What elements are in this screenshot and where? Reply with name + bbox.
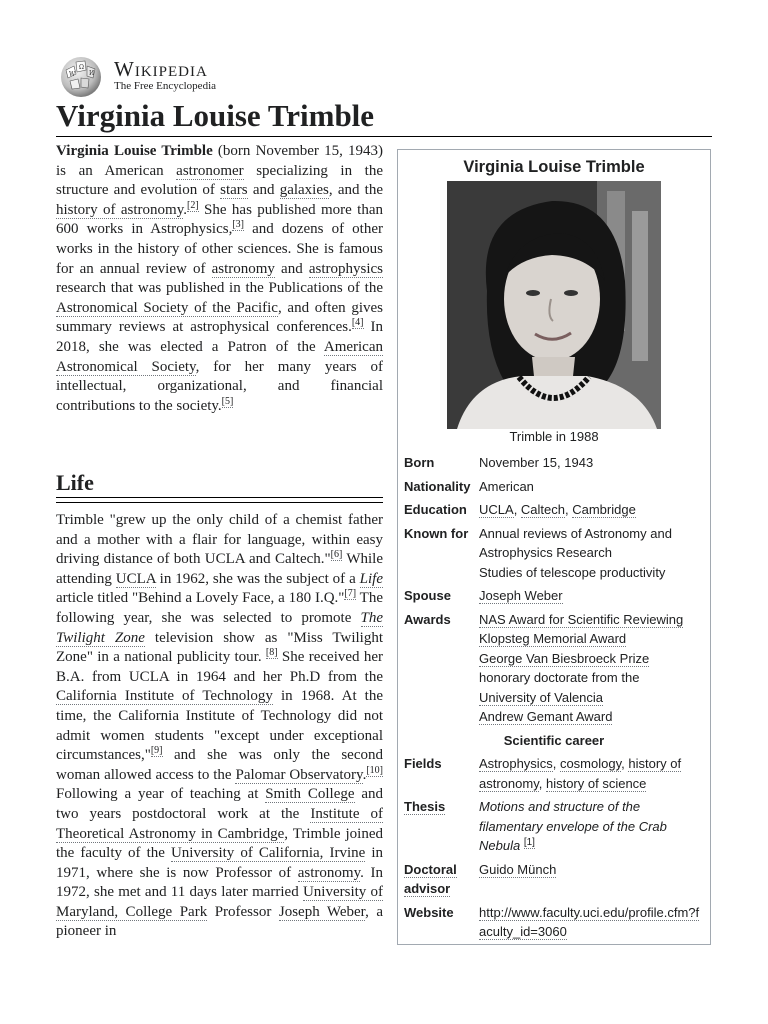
intro-text: and dozens of other works in the history of other sciences. She is famous for an annual review of [56,221,383,277]
citation-7[interactable]: [7] [344,588,357,600]
life-text: . In 1972, she met and 11 days later married [56,864,383,901]
wikipedia-globe-icon [56,54,106,98]
infobox-label: Known for [404,525,469,541]
intro-text: . [183,201,188,218]
section-divider [56,497,383,498]
link-award[interactable]: University of Valencia [479,689,604,705]
link-ucla[interactable]: UCLA [115,570,156,587]
infobox [397,149,711,945]
infobox-value-fields: Astrophysics, cosmology, history of astronomy, history of science [479,756,682,791]
intro-text: , and often gives summary reviews at astrophysical conferences. [56,299,384,336]
page-title: Virginia Louise Trimble [56,98,375,133]
photo-caption: Trimble in 1988 [509,429,599,444]
link-palomar-observatory[interactable]: Palomar Observatory [235,766,363,783]
life-text: and she was only the second woman allowed access to the [56,747,383,783]
infobox-value-website [473,901,710,944]
link-field[interactable]: Astrophysics [479,756,553,771]
infobox-row-fields [398,752,710,795]
intro-text: and [247,182,280,199]
citation-9[interactable]: [9] [150,745,163,757]
infobox-row-awards [398,608,710,729]
infobox-label: Fields [404,756,442,771]
link-field[interactable]: cosmology [559,756,622,771]
link-uc-irvine[interactable]: University of California, Irvine [170,845,366,862]
infobox-row-known-for [398,522,710,585]
citation-4[interactable]: [4] [351,317,364,329]
infobox-row-career-heading [398,729,710,753]
life-paragraph [56,511,383,943]
title-divider [56,136,712,137]
link-spouse[interactable]: Joseph Weber [479,588,563,603]
citation-10[interactable]: [10] [366,764,383,776]
infobox-value-advisor [473,858,710,901]
link-advisor-label[interactable]: Doctoral advisor [404,861,457,896]
link-field[interactable]: history of science [545,775,647,791]
link-twilight-zone[interactable]: The Twilight Zone [56,609,383,646]
link-field[interactable]: history of astronomy [479,756,682,791]
intro-paragraph [56,142,383,416]
life-text: television show as "Miss Twilight Zone" in a national publicity tour. [56,629,383,666]
portrait-photo[interactable] [447,181,661,429]
link-astronomy-2[interactable]: astronomy [297,864,361,881]
link-caltech-edu[interactable]: Caltech [520,502,565,517]
section-heading-life: Life [56,470,94,495]
award-text: honorary doctorate from the [479,670,640,685]
intro-text: specializing in the structure and evolution of [56,162,383,199]
link-astronomer[interactable]: astronomer [176,162,244,179]
infobox-value-education: UCLA, Caltech, Cambridge [479,502,636,517]
svg-text:И: И [89,70,95,77]
intro-text: , and the [328,182,384,199]
subject-name: Virginia Louise Trimble [56,143,213,159]
known-for-item: Studies of telescope productivity [479,564,666,580]
link-umd[interactable]: University of Maryland, College Park [56,884,383,920]
life-text: in 1968. At the time, the California Institute of Technology did not admit women students "except under exceptional circumstances," [56,688,383,764]
infobox-label: Nationality [404,478,471,494]
logo-wordmark: Wikipedia [114,56,208,81]
link-life-magazine[interactable]: Life [359,570,383,587]
intro-text: In 2018, she was elected a Patron of the [56,319,383,355]
infobox-label: Website [404,904,454,920]
intro-text: (born November 15, 1943) is an American [56,143,383,179]
link-history-of-astronomy[interactable]: history of astronomy [56,201,184,218]
infobox-table [398,451,710,944]
link-astronomy[interactable]: astronomy [211,260,275,277]
link-caltech[interactable]: California Institute of Technology [56,688,273,705]
life-text: in 1962, she was the subject of a [155,570,360,587]
infobox-label: Born [404,455,435,470]
svg-text:Ω: Ω [79,64,84,71]
life-text: Following a year of teaching at [56,786,266,803]
infobox-subheading: Scientific career [503,732,605,748]
infobox-value-known-for [473,522,710,585]
infobox-row-spouse [398,584,710,608]
infobox-title: Virginia Louise Trimble [463,158,645,176]
link-astrophysics[interactable]: astrophysics [308,260,383,277]
intro-text: research that was published in the Publications of the [56,280,383,297]
life-text: . [362,766,367,783]
logo-tagline: The Free Encyclopedia [114,79,217,92]
life-text: article titled "Behind a Lovely Face, a 180 I.Q." [56,590,345,607]
link-joseph-weber[interactable]: Joseph Weber [278,903,366,920]
infobox-row-thesis [398,795,710,858]
link-cambridge-edu[interactable]: Cambridge [572,502,636,517]
infobox-label: Education [404,502,467,517]
link-aas[interactable]: American Astronomical Society [56,338,383,375]
life-text: Trimble "grew up the only child of a chemist father and a mother with a flair for language, within easy driving distance of both UCLA and Caltech." [56,512,383,568]
citation-6[interactable]: [6] [330,549,343,561]
life-text: Professor [207,903,279,920]
infobox-label [398,795,473,858]
infobox-value-awards [473,608,710,729]
link-award[interactable]: NAS Award for Scientific Reviewing [479,611,684,627]
infobox-value-nationality: American [479,478,534,494]
link-asp[interactable]: Astronomical Society of the Pacific [56,299,278,316]
life-text: While attending [56,551,383,587]
life-text: in 1971, where she is now Professor of [56,845,383,881]
link-stars[interactable]: stars [220,182,248,199]
link-smith-college[interactable]: Smith College [265,786,355,803]
link-award[interactable]: George Van Biesbroeck Prize [479,650,650,666]
link-galaxies[interactable]: galaxies [279,182,329,199]
intro-text: and [274,260,309,277]
known-for-item: Annual reviews of Astronomy and Astrophysics Research [479,525,672,560]
infobox-value-thesis [473,795,710,858]
link-institute-theoretical-astronomy[interactable]: Institute of Theoretical Astronomy in Cambridge [56,805,383,842]
infobox-row-advisor [398,858,710,901]
infobox-row-website [398,901,710,944]
intro-text: She has published more than 600 works in Astrophysics, [56,201,383,238]
svg-text:W: W [69,71,76,78]
citation-3[interactable]: [3] [232,219,245,231]
infobox-label: Spouse [404,588,451,603]
citation-2[interactable]: [2] [187,199,199,211]
link-advisor[interactable]: Guido Münch [479,861,557,877]
link-award[interactable]: Andrew Gemant Award [479,709,613,724]
infobox-row-education [398,498,710,522]
intro-text: , for her many years of intellectual, organizational, and financial contributions to the society. [56,358,383,414]
citation-1[interactable]: [1] [523,836,535,848]
infobox-label [398,858,473,901]
wikipedia-logo[interactable] [56,54,216,98]
link-ucla-edu[interactable]: UCLA [479,502,514,517]
infobox-row-nationality [398,475,710,499]
section-divider [56,502,383,503]
life-text: She received her B.A. from UCLA in 1964 and her Ph.D from the [56,649,383,685]
link-website[interactable]: http://www.faculty.uci.edu/profile.cfm?faculty_id=3060 [479,904,700,939]
life-text: and two years postdoctoral work at the [56,786,383,822]
link-award[interactable]: Klopsteg Memorial Award [479,631,627,646]
thesis-title: Motions and structure of the filamentary envelope of the Crab Nebula [479,799,667,853]
infobox-value-spouse [473,584,710,608]
infobox-label: Awards [404,611,451,627]
life-text: , a pioneer in [56,903,383,940]
life-text: , Trimble joined the faculty of the [56,825,383,862]
citation-5[interactable]: [5] [221,395,234,407]
citation-8[interactable]: [8] [265,647,278,659]
life-text: The following year, she was selected to promote [56,590,383,626]
infobox-row-born [398,451,710,475]
infobox-value-born: November 15, 1943 [479,455,594,470]
link-thesis-label[interactable]: Thesis [404,799,446,814]
